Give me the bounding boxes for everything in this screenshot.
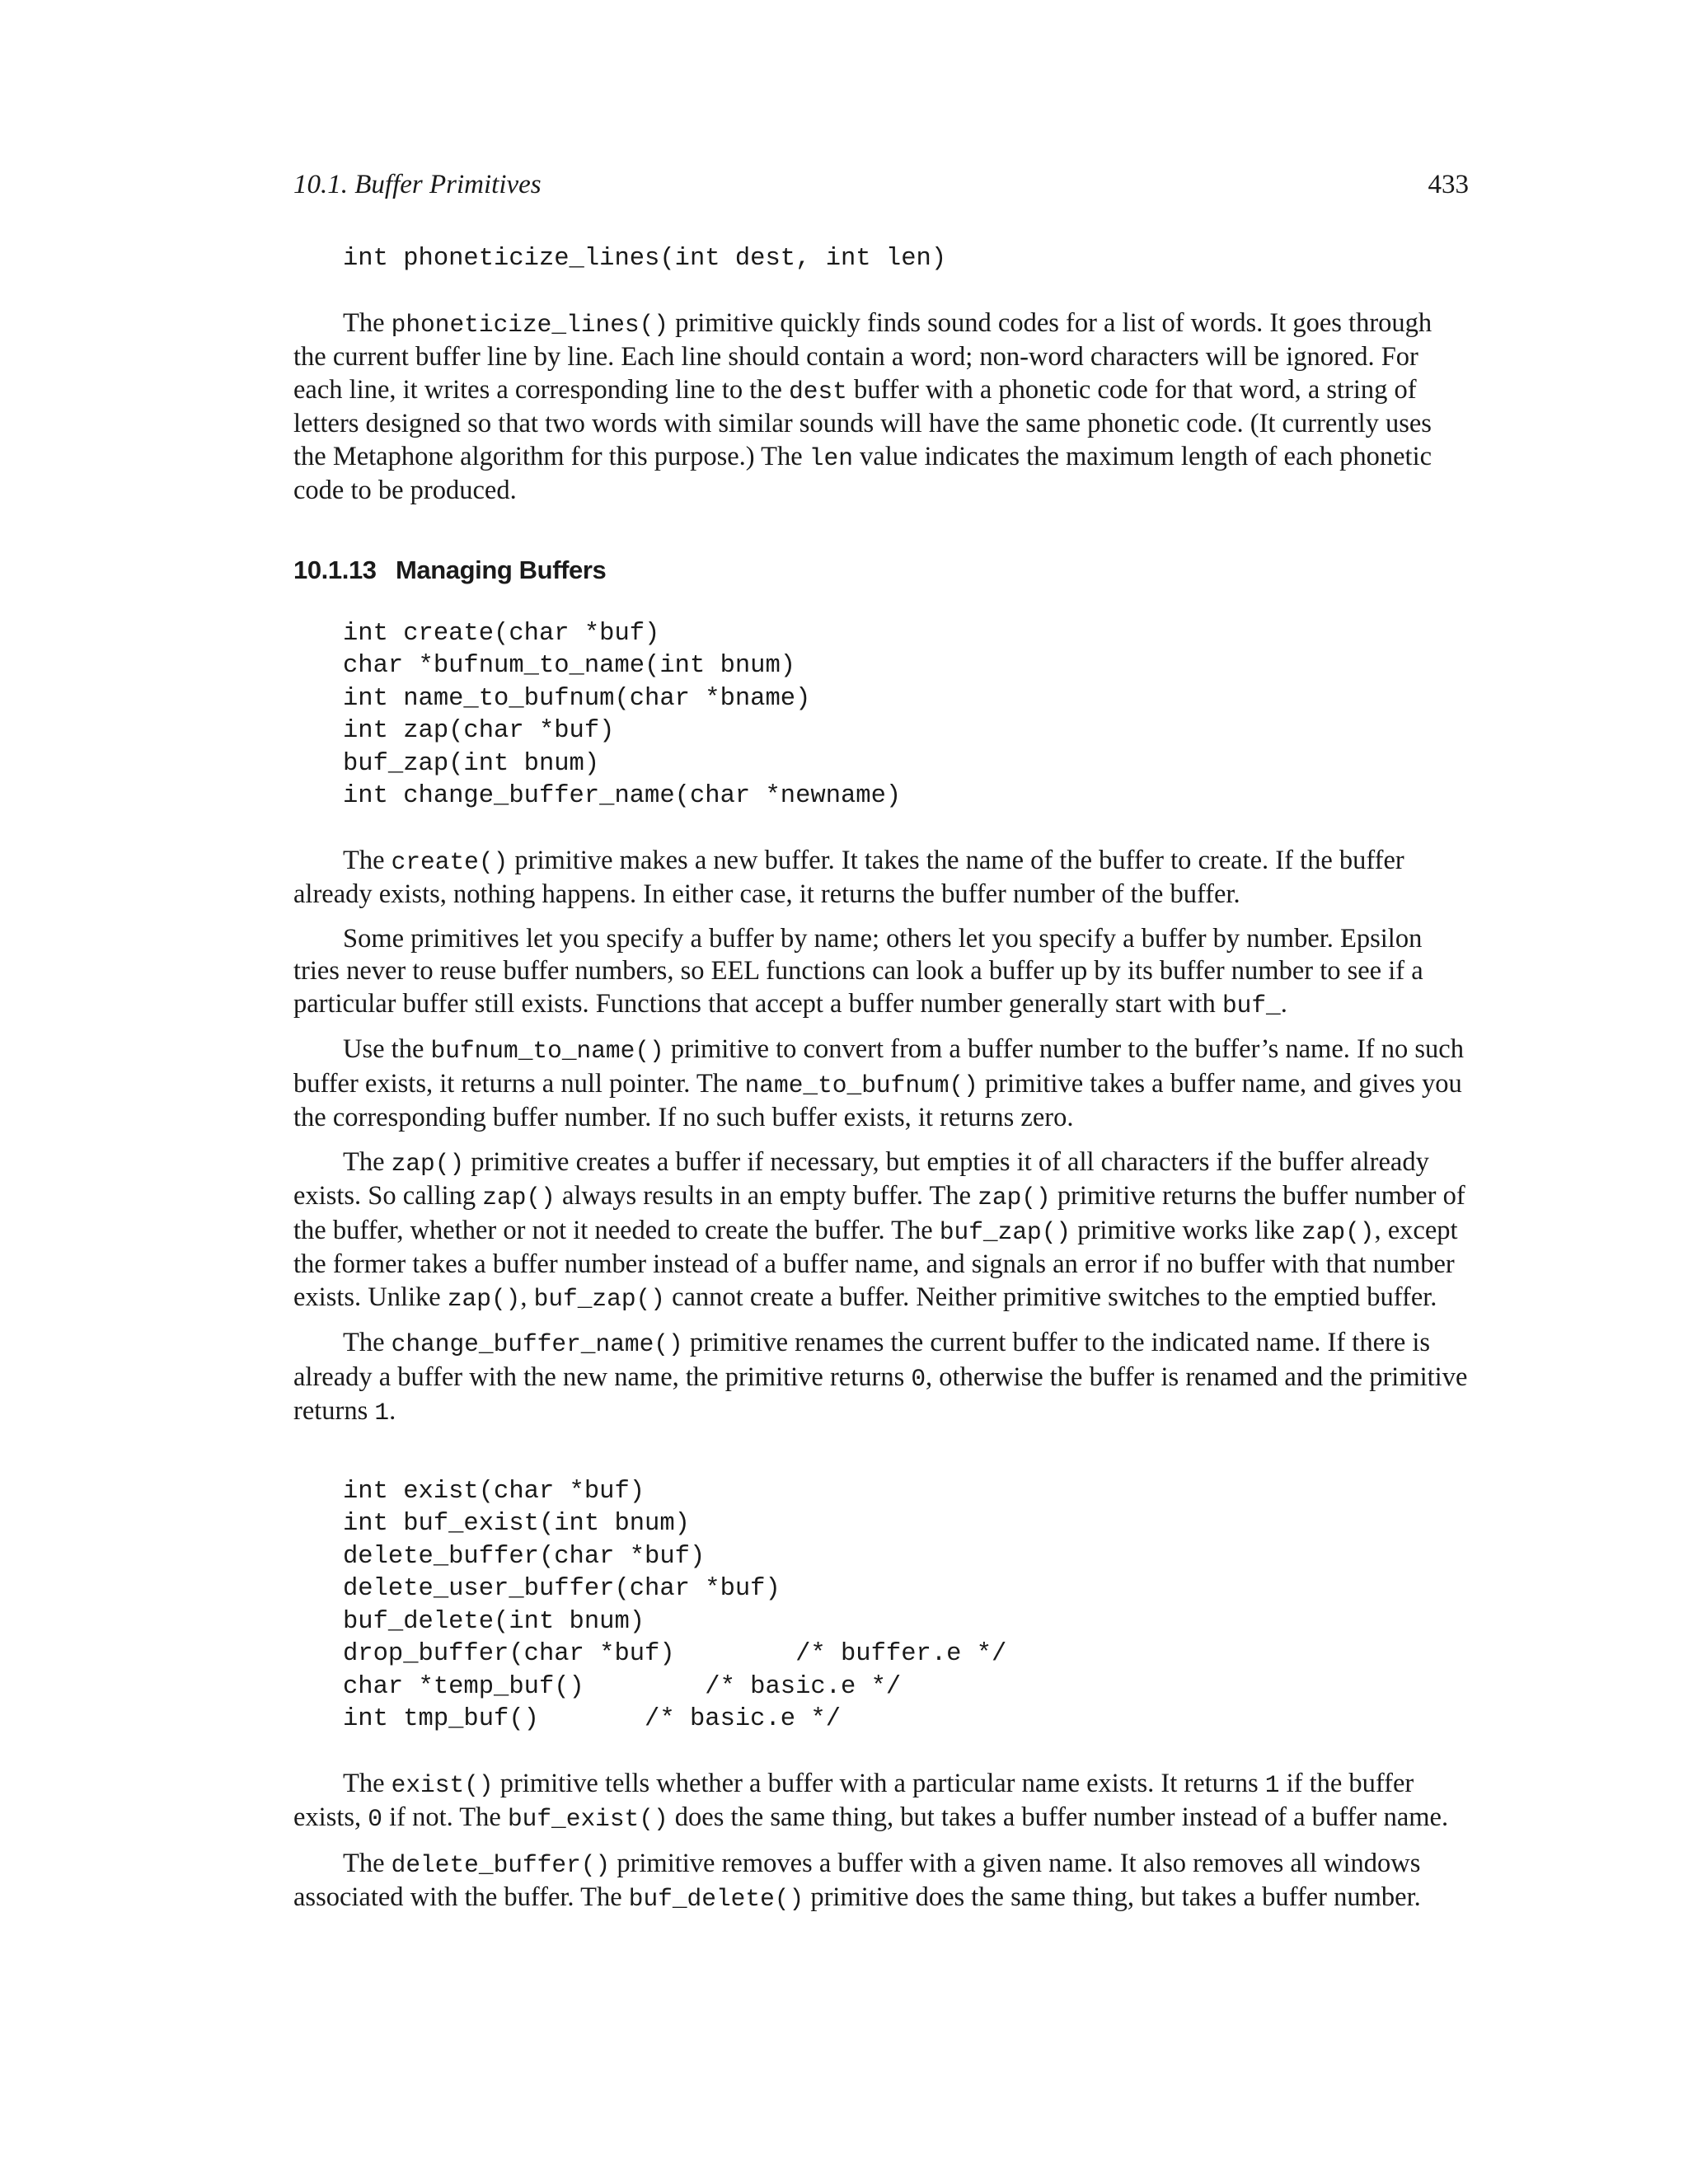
running-header (293, 170, 1469, 206)
code-line: delete_user_buffer(char *buf) (343, 1575, 781, 1603)
paragraph-by-name: Some primitives let you specify a buffer by name; others let you specify a buffer by number. Epsilon tries never to reuse buffer numbers, so EEL functions can look a buffer up by its buffer number to see if a particular buffer still exists. Functions that accept a buffer number generally start with buf_. (293, 923, 1423, 1019)
code-line: delete_buffer(char *buf) (343, 1542, 706, 1571)
section-heading-managing-buffers (293, 554, 1469, 587)
code-line: char *bufnum_to_name(int bnum) (343, 652, 796, 680)
code-line: int change_buffer_name(char *newname) (343, 782, 902, 810)
paragraph-delete: The delete_buffer() primitive removes a buffer with a given name. It also removes all windows associated with the buffer. The buf_delete() primitive does the same thing, but takes a buffer number. (293, 1848, 1421, 1913)
code-line: char *temp_buf() /* basic.e */ (343, 1672, 902, 1701)
section-number: 10.1.13 (293, 555, 377, 584)
code-line: buf_zap(int bnum) (343, 749, 600, 778)
document-page (293, 0, 1469, 2184)
page-number: 433 (1428, 170, 1469, 199)
paragraph-exist: The exist() primitive tells whether a buffer with a particular name exists. It returns 1 if the buffer exists, 0 if not. The buf_exist() does the same thing, but takes a buffer number instead of a buffer name. (293, 1768, 1449, 1833)
code-line: int buf_exist(int bnum) (343, 1510, 690, 1538)
code-block-exist (343, 1476, 1469, 1736)
paragraph-zap: The zap() primitive creates a buffer if necessary, but empties it of all characters if the buffer already exists. So calling zap() always results in an empty buffer. The zap() primitive returns the buffer number of the buffer, whether or not it needed to create the buffer. The buf_zap() primitive works like zap(), except the former takes a buffer number instead of a buffer name, and signals an error if no buffer with that number exists. Unlike zap(), buf_zap() cannot create a buffer. Neither primitive switches to the emptied buffer. (293, 1146, 1465, 1313)
paragraph-rename: The change_buffer_name() primitive renames the current buffer to the indicated name. If there is already a buffer with the new name, the primitive returns 0, otherwise the buffer is renamed and the primitive returns 1. (293, 1328, 1468, 1427)
code-line: int name_to_bufnum(char *bname) (343, 684, 811, 713)
code-line: int tmp_buf() /* basic.e */ (343, 1705, 841, 1733)
code-block-managing (343, 618, 1469, 813)
paragraph-phoneticize: The phoneticize_lines() primitive quickly finds sound codes for a list of words. It goes through the current buffer line by line. Each line should contain a word; non-word characters will be ignored. For each line, it writes a corresponding line to the dest buffer with a phonetic code for that word, a string of letters designed so that two words with similar sounds will have the same phonetic code. (It currently uses the Metaphone algorithm for this purpose.) The len value indicates the maximum length of each phonetic code to be produced. (293, 307, 1432, 505)
section-title: Managing Buffers (396, 555, 607, 584)
code-signature-phoneticize: int phoneticize_lines(int dest, int len) (343, 245, 947, 273)
header-section-title: 10.1. Buffer Primitives (293, 170, 542, 199)
code-line: int zap(char *buf) (343, 717, 615, 745)
page-body (293, 243, 1469, 1916)
code-line: buf_delete(int bnum) (343, 1607, 645, 1636)
paragraph-create: The create() primitive makes a new buffer. It takes the name of the buffer to create. If the buffer already exists, nothing happens. In either case, it returns the buffer number of the buffer. (293, 845, 1404, 909)
code-line: drop_buffer(char *buf) /* buffer.e */ (343, 1640, 1007, 1668)
code-line: int exist(char *buf) (343, 1477, 645, 1506)
paragraph-bufnum: Use the bufnum_to_name() primitive to convert from a buffer number to the buffer’s name. If no such buffer exists, it returns a null pointer. The name_to_bufnum() primitive takes a buffer name, and gives you the corresponding buffer number. If no such buffer exists, it returns zero. (293, 1034, 1464, 1132)
code-line: int create(char *buf) (343, 619, 660, 648)
